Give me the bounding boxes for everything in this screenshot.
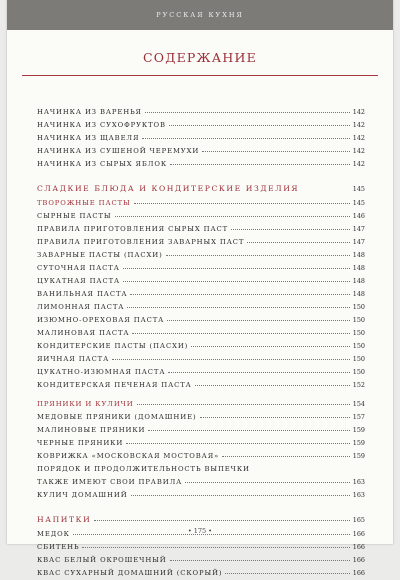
toc-entry: КУЛИЧ ДОМАШНИЙ 163 xyxy=(37,491,365,499)
toc-entry: ЛИМОННАЯ ПАСТА 150 xyxy=(37,303,365,311)
table-of-contents xyxy=(37,106,365,580)
toc-entry: ПРАВИЛА ПРИГОТОВЛЕНИЯ СЫРЫХ ПАСТ 147 xyxy=(37,225,365,233)
title-rule xyxy=(22,75,378,76)
toc-entry: СЫРНЫЕ ПАСТЫ 146 xyxy=(37,212,365,220)
toc-entry: СБИТЕНЬ 166 xyxy=(37,543,365,551)
toc-entry: МАЛИНОВЫЕ ПРЯНИКИ 159 xyxy=(37,426,365,434)
toc-entry: ЗАВАРНЫЕ ПАСТЫ (ПАСХИ) 148 xyxy=(37,251,365,259)
toc-entry: КВАС СУХАРНЫЙ ДОМАШНИЙ (СКОРЫЙ) 166 xyxy=(37,569,365,577)
book-page xyxy=(7,0,393,577)
toc-entry: МАЛИНОВАЯ ПАСТА 150 xyxy=(37,329,365,337)
toc-entry: ПРАВИЛА ПРИГОТОВЛЕНИЯ ЗАВАРНЫХ ПАСТ 147 xyxy=(37,238,365,246)
toc-entry: ПОРЯДОК И ПРОДОЛЖИТЕЛЬНОСТЬ ВЫПЕЧКИ xyxy=(37,465,250,473)
toc-entry: НАЧИНКА ИЗ СУХОФРУКТОВ 142 xyxy=(37,121,365,129)
toc-entry: НАЧИНКА ИЗ ЩАВЕЛЯ 142 xyxy=(37,134,365,142)
toc-subsection: ПРЯНИКИ И КУЛИЧИ 154 xyxy=(37,400,365,408)
toc-entry: ЯИЧНАЯ ПАСТА 150 xyxy=(37,355,365,363)
toc-entry: СУТОЧНАЯ ПАСТА 148 xyxy=(37,264,365,272)
page-title: СОДЕРЖАНИЕ xyxy=(143,50,257,65)
toc-entry: ВАНИЛЬНАЯ ПАСТА 148 xyxy=(37,290,365,298)
toc-section-heading: НАПИТКИ 165 xyxy=(37,515,365,524)
toc-entry: МЕДОВЫЕ ПРЯНИКИ (ДОМАШНИЕ) 157 xyxy=(37,413,365,421)
toc-subsection: ТВОРОЖНЫЕ ПАСТЫ 145 xyxy=(37,199,365,207)
running-title: РУССКАЯ КУХНЯ xyxy=(156,11,244,19)
toc-entry: ИЗЮМНО-ОРЕХОВАЯ ПАСТА 150 xyxy=(37,316,365,324)
toc-entry: ЧЕРНЫЕ ПРЯНИКИ 159 xyxy=(37,439,365,447)
toc-entry: КОВРИЖКА «МОСКОВСКАЯ МОСТОВАЯ» 159 xyxy=(37,452,365,460)
toc-section-heading: СЛАДКИЕ БЛЮДА И КОНДИТЕРСКИЕ ИЗДЕЛИЯ 145 xyxy=(37,184,365,193)
toc-entry: ТАКЖЕ ИМЕЮТ СВОИ ПРАВИЛА 163 xyxy=(37,478,365,486)
toc-entry: ЦУКАТНАЯ ПАСТА 148 xyxy=(37,277,365,285)
toc-entry: КОНДИТЕРСКАЯ ПЕЧЕНАЯ ПАСТА 152 xyxy=(37,381,365,389)
toc-entry: КОНДИТЕРСКИЕ ПАСТЫ (ПАСХИ) 150 xyxy=(37,342,365,350)
toc-entry: ЦУКАТНО-ИЗЮМНАЯ ПАСТА 150 xyxy=(37,368,365,376)
toc-entry: НАЧИНКА ИЗ СЫРЫХ ЯБЛОК 142 xyxy=(37,160,365,168)
page-number: • 175 • xyxy=(187,527,213,535)
toc-entry: КВАС БЕЛЫЙ ОКРОШЕЧНЫЙ 166 xyxy=(37,556,365,564)
toc-entry: НАЧИНКА ИЗ ВАРЕНЬЯ 142 xyxy=(37,108,365,116)
toc-entry: НАЧИНКА ИЗ СУШЕНОЙ ЧЕРЕМУХИ 142 xyxy=(37,147,365,155)
header-bar xyxy=(7,0,393,30)
toc-entry: МЕДОК 166 xyxy=(37,530,365,538)
